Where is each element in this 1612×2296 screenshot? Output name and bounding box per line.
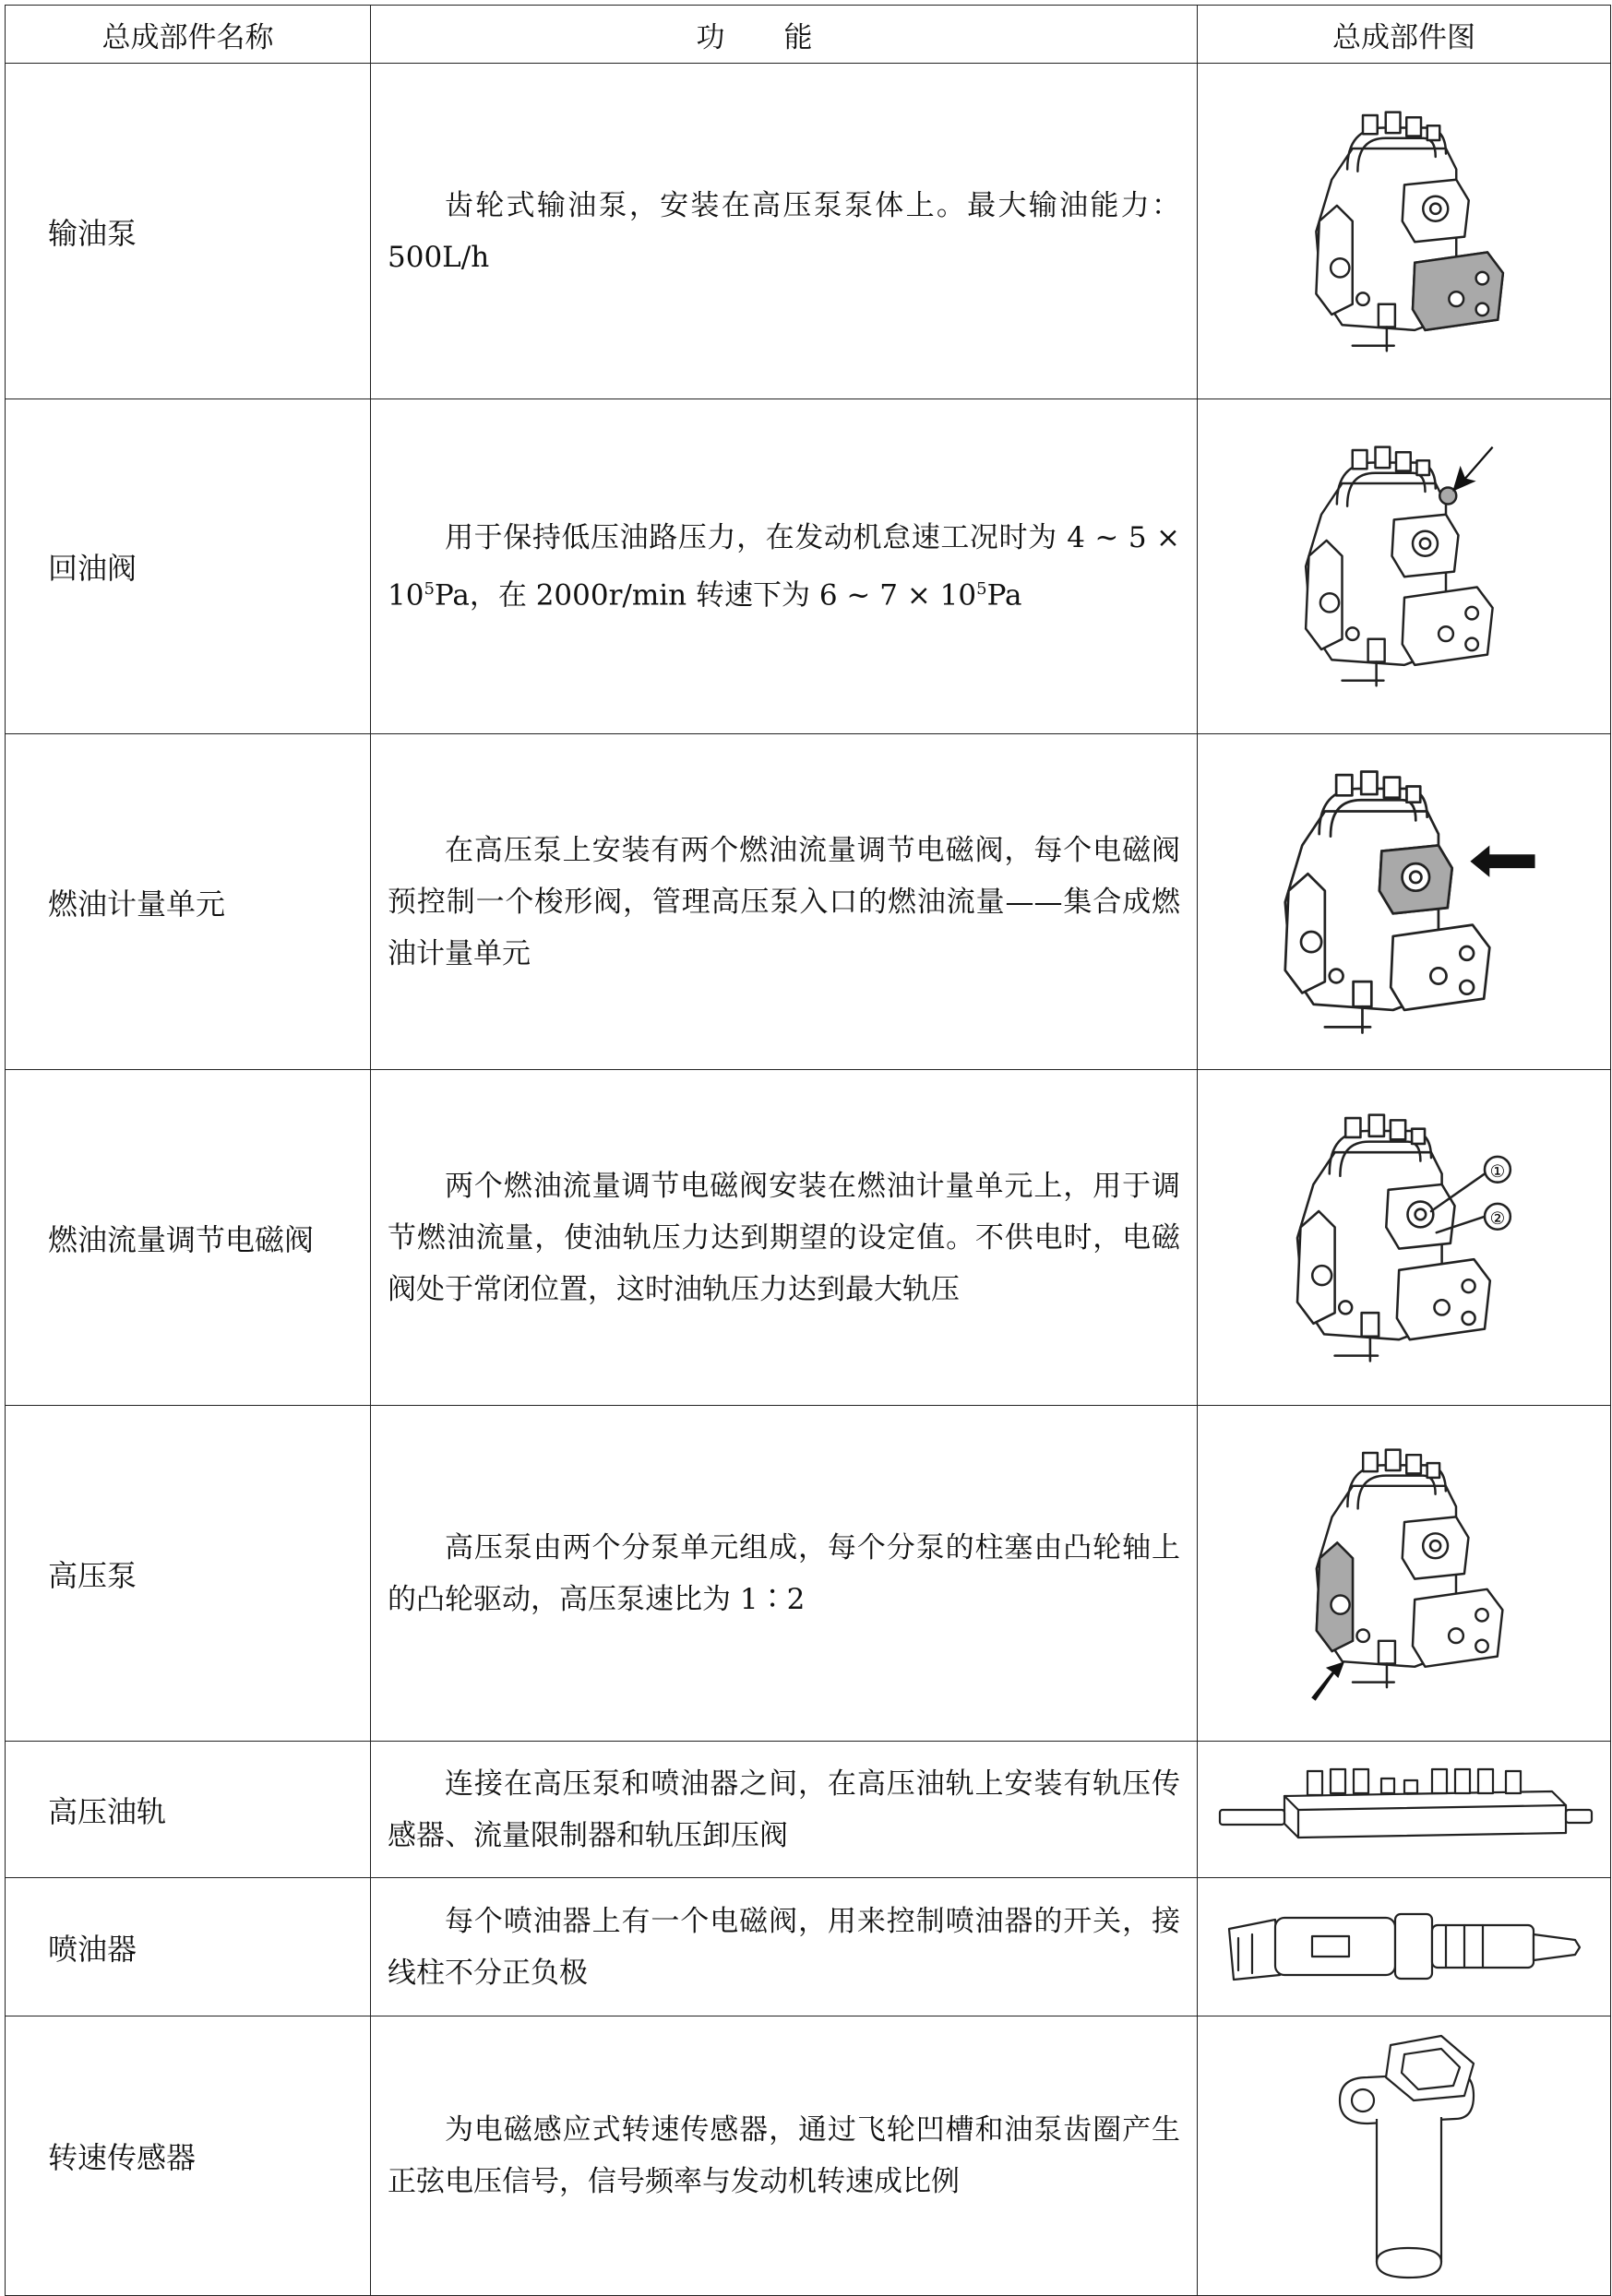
pump-illustration — [1271, 1109, 1538, 1367]
component-function: 为电磁感应式转速传感器，通过飞轮凹槽和油泵齿圈产生正弦电压信号，信号频率与发动机转速成比例 — [371, 2016, 1198, 2296]
figure-high-pressure-pump — [1198, 1406, 1611, 1742]
figure-high-pressure-rail — [1198, 1742, 1611, 1878]
table-row — [6, 1406, 1611, 1742]
component-name: 回油阀 — [6, 399, 371, 734]
table-row — [6, 2016, 1611, 2296]
table-row — [6, 64, 1611, 399]
component-name: 转速传感器 — [6, 2016, 371, 2296]
table-header-row — [6, 6, 1611, 64]
component-name: 输油泵 — [6, 64, 371, 399]
table-row — [6, 1070, 1611, 1406]
figure-speed-sensor — [1198, 2016, 1611, 2296]
component-function: 每个喷油器上有一个电磁阀，用来控制喷油器的开关，接线柱不分正负极 — [371, 1878, 1198, 2016]
component-name: 高压泵 — [6, 1406, 371, 1742]
callout-2: ② — [1489, 1208, 1505, 1229]
figure-injector — [1198, 1878, 1611, 2016]
pump-illustration — [1284, 107, 1524, 356]
component-name: 高压油轨 — [6, 1742, 371, 1878]
figure-return-valve — [1198, 399, 1611, 734]
component-name: 燃油计量单元 — [6, 734, 371, 1070]
component-function: 在高压泵上安装有两个燃油流量调节电磁阀，每个电磁阀预控制一个梭形阀，管理高压泵入口的燃油流量——集合成燃油计量单元 — [371, 734, 1198, 1070]
callout-1: ① — [1489, 1161, 1505, 1182]
pump-illustration — [1257, 764, 1552, 1041]
table-row — [6, 399, 1611, 734]
table-row — [6, 1742, 1611, 1878]
rail-icon — [1211, 1755, 1598, 1865]
header-figure: 总成部件图 — [1198, 6, 1611, 64]
injector-icon — [1211, 1892, 1598, 2003]
component-table — [5, 5, 1611, 2296]
pump-illustration — [1275, 442, 1534, 691]
pump-illustration — [1284, 1445, 1524, 1703]
component-function: 用于保持低压油路压力，在发动机怠速工况时为 4 ~ $5 \times 10^5Pa$，在 2000r/min 转速下为 6 ~ $7 \times 10^5Pa$ — [371, 399, 1198, 734]
header-component-name: 总成部件名称 — [6, 6, 371, 64]
component-function: 两个燃油流量调节电磁阀安装在燃油计量单元上，用于调节燃油流量，使油轨压力达到期望的设定值。不供电时，电磁阀处于常闭位置，这时油轨压力达到最大轨压 — [371, 1070, 1198, 1406]
figure-metering-unit — [1198, 734, 1611, 1070]
table-row — [6, 1878, 1611, 2016]
component-name: 喷油器 — [6, 1878, 371, 2016]
figure-flow-solenoid — [1198, 1070, 1611, 1406]
component-function: 连接在高压泵和喷油器之间，在高压油轨上安装有轨压传感器、流量限制器和轨压卸压阀 — [371, 1742, 1198, 1878]
component-function: 高压泵由两个分泵单元组成，每个分泵的柱塞由凸轮轴上的凸轮驱动，高压泵速比为 1∶2 — [371, 1406, 1198, 1742]
speed-sensor-icon — [1326, 2027, 1483, 2285]
component-function: 齿轮式输油泵，安装在高压泵泵体上。最大输油能力：500L/h — [371, 64, 1198, 399]
header-function: 功能 — [371, 6, 1198, 64]
figure-feed-pump — [1198, 64, 1611, 399]
table-row — [6, 734, 1611, 1070]
component-name: 燃油流量调节电磁阀 — [6, 1070, 371, 1406]
